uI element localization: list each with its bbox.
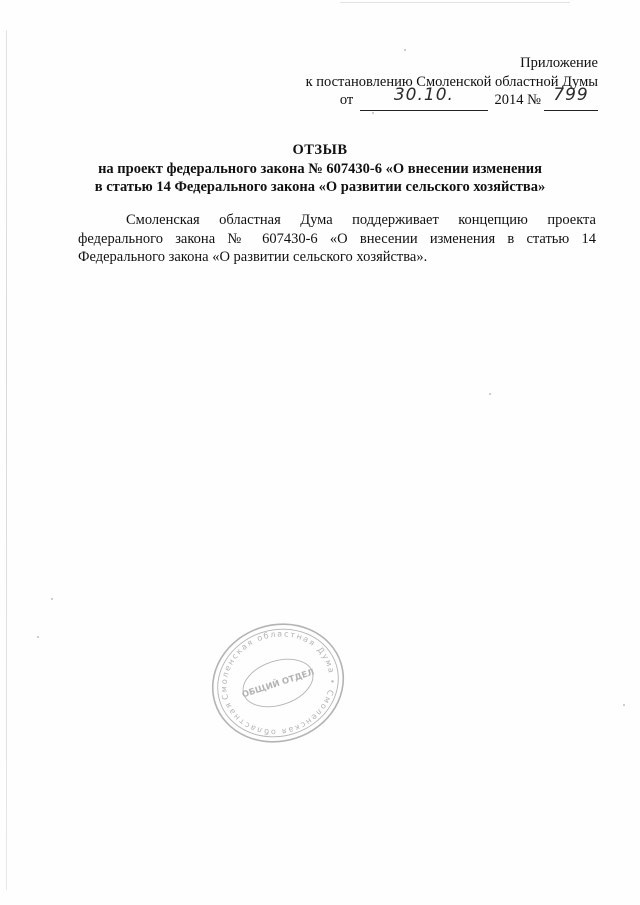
annex-date-line [339,85,598,111]
official-stamp [203,618,353,748]
number-sign: № [527,92,541,108]
document-heading [0,141,640,197]
scan-edge-top [340,2,570,3]
date-prefix: от [339,92,354,108]
stamp-center-text: ОБЩИЙ ОТДЕЛ [240,667,316,701]
year: 2014 [494,92,524,108]
stamp-seal-icon [203,618,353,748]
heading-title: ОТЗЫВ [292,142,348,158]
annex-reference: к постановлению Смоленской областной Думы [305,73,598,90]
annex-block [306,54,598,111]
number-handwritten: 799 [553,85,589,105]
number-field [544,85,598,111]
heading-line-2: в статью 14 Федерального закона «О развитии сельского хозяйства» [94,179,546,195]
date-handwritten: 30.10. [393,85,454,105]
heading-line-1: на проект федерального закона № 607430-6 «О внесении изменения [98,160,542,177]
annex-title: Приложение [520,55,598,71]
date-field [360,85,488,111]
body-paragraph: Смоленская областная Дума поддерживает концепцию проекта федерального закона № 607430-6 «О внесении изменения в статью 14 Федерального закона «О развитии сельского хозяйства». [78,212,596,265]
stamp-outer-textpath: Смоленская областная Дума • Смоленская областная [219,629,337,737]
